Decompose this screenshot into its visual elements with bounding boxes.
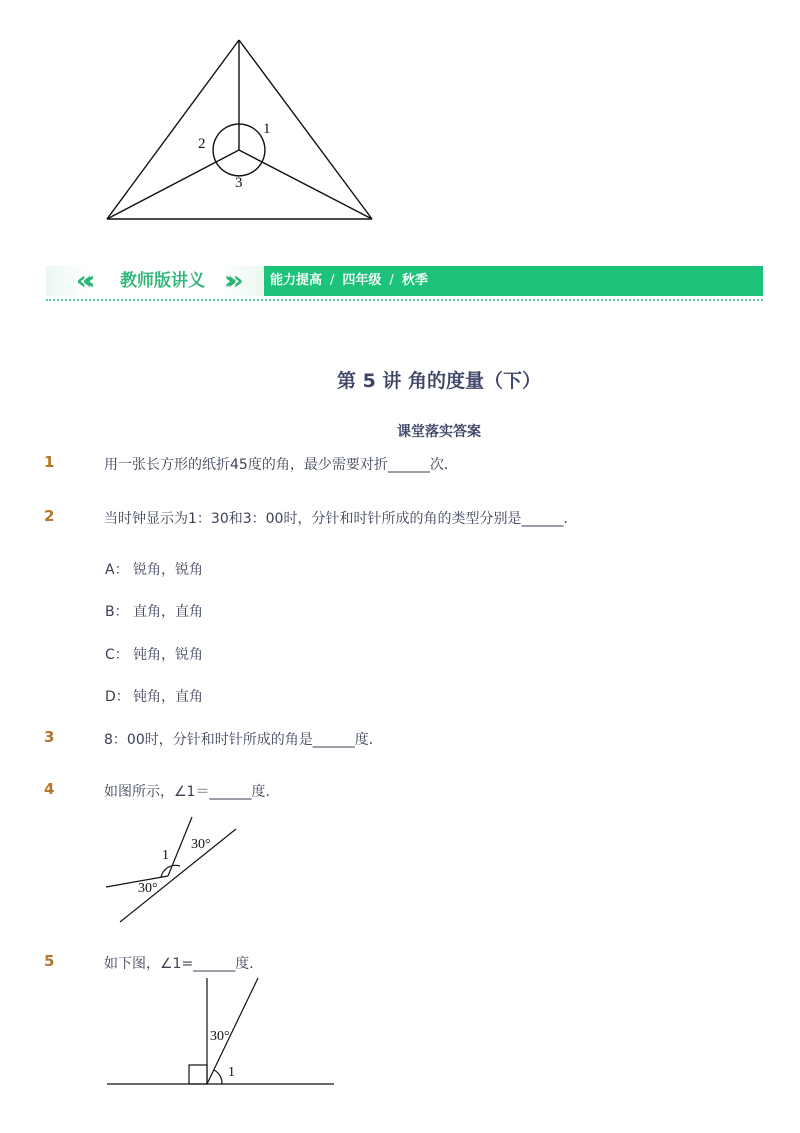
- angle-label-1: 1: [263, 121, 271, 137]
- chevron-right-icon: ›»: [224, 266, 236, 296]
- right-angle-mark: [189, 1065, 207, 1084]
- angle-label-3: 3: [235, 175, 243, 191]
- breadcrumb-separator: /: [389, 273, 394, 288]
- center-line-right: [239, 150, 372, 219]
- center-line-left: [107, 150, 239, 219]
- header-banner: [46, 266, 763, 296]
- question-text: 如图所示，∠1＝______度.: [104, 784, 270, 800]
- breadcrumb: [270, 266, 428, 296]
- breadcrumb-item-grade: 四年级: [342, 273, 382, 288]
- option-text: 钝角，锐角: [133, 647, 203, 663]
- angle-label-30-top: 30°: [191, 837, 211, 852]
- question-text: 8：00时，分针和时针所成的角是______度．: [104, 732, 383, 748]
- question-number: 3: [44, 728, 55, 746]
- option-text: 锐角，锐角: [133, 562, 203, 578]
- question-text: 当时钟显示为1：30和3：00时，分针和时针所成的角的类型分别是______．: [104, 511, 578, 527]
- option-c: [105, 644, 203, 664]
- breadcrumb-separator: /: [330, 273, 335, 288]
- perpendicular-figure: [100, 972, 340, 1092]
- option-text: 直角，直角: [133, 604, 203, 620]
- question-number: 5: [44, 952, 55, 970]
- triangle-right-side: [239, 40, 372, 219]
- breadcrumb-item-level: 能力提高: [270, 273, 323, 288]
- option-b: [105, 601, 203, 621]
- option-label: C：: [105, 647, 129, 663]
- angle-arc-3: [216, 162, 262, 176]
- option-a: [105, 559, 203, 579]
- option-label: D：: [105, 689, 130, 705]
- angle-label-30-bottom: 30°: [138, 881, 158, 896]
- angle-label-1: 1: [162, 848, 169, 863]
- option-text: 钝角，直角: [133, 689, 203, 705]
- triangle-figure: [100, 35, 380, 230]
- angle-label-2: 2: [198, 136, 206, 152]
- line-long: [120, 829, 236, 922]
- angle-label-30: 30°: [210, 1029, 230, 1044]
- question-number: 1: [44, 453, 55, 471]
- question-text: 用一张长方形的纸折45度的角，最少需要对折______次．: [104, 457, 458, 473]
- dotted-divider: [46, 299, 763, 301]
- question-number: 4: [44, 780, 55, 798]
- angle-arc-1: [214, 1070, 222, 1084]
- question-number: 2: [44, 507, 55, 525]
- lecture-title: 第 5 讲 角的度量（下）: [336, 370, 542, 392]
- banner-title: 教师版讲义: [120, 271, 205, 291]
- breadcrumb-item-season: 秋季: [401, 273, 428, 288]
- line-left: [106, 876, 168, 887]
- crossing-lines-figure: [100, 812, 245, 927]
- banner-title-area: [46, 266, 264, 296]
- chevron-left-icon: «‹: [76, 266, 88, 296]
- question-text: 如下图，∠1=______度．: [104, 956, 264, 972]
- section-title: 课堂落实答案: [397, 424, 481, 440]
- angle-label-1: 1: [228, 1065, 235, 1080]
- option-label: B：: [105, 604, 129, 620]
- option-d: [105, 686, 203, 706]
- option-label: A：: [105, 562, 129, 578]
- triangle-left-side: [107, 40, 239, 219]
